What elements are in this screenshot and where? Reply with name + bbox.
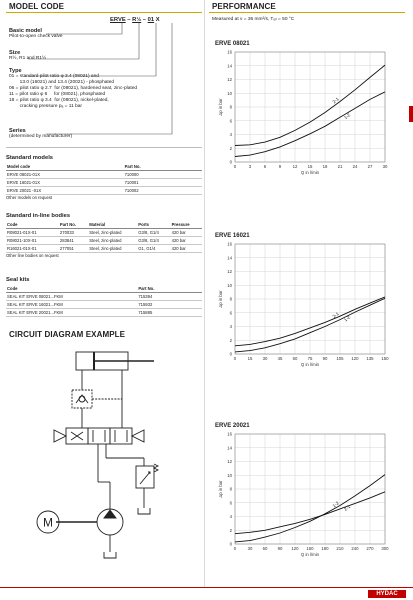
- series-label: 1-2: [342, 314, 352, 323]
- header-cell: Code: [6, 285, 137, 293]
- series-block: [9, 128, 72, 140]
- hydac-logo: HYDAC: [368, 590, 406, 598]
- x-tick-label: 30: [262, 356, 268, 361]
- table-cell: G3/8, G1/4: [137, 229, 170, 237]
- series-label: 2-1: [342, 503, 352, 512]
- x-tick-label: 18: [322, 164, 328, 169]
- performance-heading: PERFORMANCE: [209, 0, 405, 13]
- x-tick-label: 210: [336, 546, 344, 551]
- table-cell: 710000: [124, 171, 202, 179]
- size-title: Size: [9, 50, 21, 56]
- x-tick-label: 3: [248, 164, 252, 169]
- chart-title: ERVE 16021: [215, 233, 250, 239]
- table-cell: 420 bar: [171, 229, 202, 237]
- circuit-section: [6, 328, 202, 341]
- table-cell: 420 bar: [171, 245, 202, 253]
- basic-model-block: [9, 28, 63, 40]
- type-line: 13.0 (16021) and 13.4 (20021) - phosphated: [9, 80, 115, 85]
- series-title: Series: [9, 128, 26, 134]
- size-block: [9, 50, 46, 62]
- x-tick-label: 300: [381, 546, 389, 551]
- type-line: 18 = pilot ratio φ 3.4 for (08021), nickel-plated,: [9, 98, 109, 103]
- code-size: R½: [132, 17, 142, 23]
- table-cell: R08021-01X-01: [6, 229, 59, 237]
- x-tick-label: 105: [336, 356, 344, 361]
- table-cell: ERVE 08021-01X: [6, 171, 124, 179]
- x-tick-label: 60: [292, 356, 298, 361]
- header-cell: Part No.: [59, 221, 88, 229]
- code-x: X: [154, 17, 160, 23]
- chart-erve-08021: [215, 38, 395, 188]
- table-cell: SEAL KIT ERVE 16021...FKM: [6, 301, 137, 309]
- header-cell: Ports: [137, 221, 170, 229]
- solenoid-left: [54, 430, 66, 442]
- y-tick-label: 12: [227, 269, 232, 275]
- y-tick-label: 4: [229, 324, 232, 330]
- x-tick-label: 27: [367, 164, 373, 169]
- y-tick-label: 14: [227, 63, 232, 69]
- table-cell: SEAL KIT ERVE 20021...FKM: [6, 309, 137, 317]
- x-tick-label: 60: [262, 546, 268, 551]
- table-row: [6, 245, 202, 253]
- table-cell: 420 bar: [171, 237, 202, 245]
- circuit-diagram: [26, 346, 176, 566]
- type-line: 01 = standard pilot ratio φ 3.4 (08021) and: [9, 74, 99, 79]
- solenoid-right: [132, 430, 144, 442]
- table-header-row: [6, 221, 202, 229]
- y-tick-label: 2: [229, 337, 232, 343]
- table-cell: 283841: [59, 237, 88, 245]
- footer-rule: [0, 587, 413, 588]
- y-axis-label: Δp in bar: [218, 480, 223, 498]
- table-cell: G3/8, G1/4: [137, 237, 170, 245]
- table-row: [6, 237, 202, 245]
- standard-models-title: Standard models: [6, 155, 54, 161]
- table-cell: Steel, zinc-plated: [88, 237, 137, 245]
- y-tick-label: 2: [229, 527, 232, 533]
- code-sep-1: –: [125, 17, 133, 23]
- x-tick-label: 180: [321, 546, 329, 551]
- table-header-row: [6, 285, 202, 293]
- series-label: 1-2: [342, 112, 352, 121]
- y-tick-label: 12: [227, 77, 232, 83]
- seal-kits-table: [6, 285, 202, 317]
- relief-valve: [136, 466, 154, 488]
- y-axis-label: Δp in bar: [218, 290, 223, 308]
- y-tick-label: 10: [227, 282, 232, 288]
- header-cell: Part No.: [124, 163, 202, 171]
- y-tick-label: 14: [227, 445, 232, 451]
- inline-bodies-note: Other line bodies on request: [6, 253, 59, 258]
- y-tick-label: 16: [227, 49, 232, 55]
- x-tick-label: 135: [366, 356, 374, 361]
- code-type: 01: [147, 17, 155, 23]
- type-line: cracking pressure pₐ = 11 bar: [9, 104, 83, 109]
- table-row: [6, 301, 202, 309]
- y-tick-label: 0: [229, 159, 232, 165]
- standard-models-note: Other models on request: [6, 195, 53, 200]
- code-sep-2: –: [141, 17, 148, 23]
- code-erve: ERVE: [110, 17, 126, 23]
- type-block: [9, 68, 199, 110]
- section-divider: [6, 147, 202, 148]
- edge-tab-marker: [409, 106, 413, 122]
- x-tick-label: 6: [263, 164, 267, 169]
- tank-symbol: [138, 508, 150, 514]
- x-tick-label: 75: [307, 356, 313, 361]
- x-tick-label: 30: [247, 546, 253, 551]
- basic-model-text: Pilot-to-open check valve: [9, 34, 63, 39]
- series-text: (determined by manufacturer): [9, 134, 73, 139]
- x-tick-label: 120: [291, 546, 299, 551]
- x-tick-label: 24: [352, 164, 358, 169]
- y-tick-label: 0: [229, 351, 232, 357]
- table-cell: Steel, zinc-plated: [88, 229, 137, 237]
- size-text: R½, R1 and R1½: [9, 56, 47, 61]
- series-label: 1-2: [331, 500, 340, 509]
- y-tick-label: 6: [229, 310, 232, 316]
- type-line: 11 = pilot ratio φ 6 for (08021), phosphated: [9, 92, 106, 97]
- table-row: [6, 229, 202, 237]
- table-cell: R16021-01X-01: [6, 245, 59, 253]
- motor-label: M: [43, 515, 53, 530]
- y-tick-label: 2: [229, 145, 232, 151]
- standard-models-table: [6, 163, 202, 195]
- table-cell: 710002: [124, 187, 202, 195]
- inline-bodies-section: [6, 213, 202, 258]
- y-tick-label: 14: [227, 255, 232, 261]
- table-cell: R08021-10X-01: [6, 237, 59, 245]
- basic-model-title: Basic model: [9, 28, 42, 34]
- x-tick-label: 12: [292, 164, 298, 169]
- table-row: [6, 293, 202, 301]
- type-line: 06 = pilot ratio φ 2.7 for (08021), hardened seat, zinc-plated: [9, 86, 138, 91]
- y-tick-label: 6: [229, 500, 232, 506]
- check-valve-housing: [72, 390, 92, 408]
- y-axis-label: Δp in bar: [218, 98, 223, 116]
- y-tick-label: 10: [227, 90, 232, 96]
- table-cell: 270033: [59, 229, 88, 237]
- table-row: [6, 171, 202, 179]
- x-tick-label: 0: [233, 356, 237, 361]
- type-title: Type: [9, 68, 22, 74]
- standard-models-section: [6, 155, 202, 200]
- x-axis-label: Q in l/min: [300, 362, 320, 367]
- y-tick-label: 8: [229, 486, 232, 492]
- table-cell: 710001: [124, 179, 202, 187]
- x-tick-label: 90: [277, 546, 283, 551]
- series-label: 2-1: [331, 311, 340, 320]
- table-row: [6, 179, 202, 187]
- seal-kits-title: Seal kits: [6, 277, 30, 283]
- check-valve-ball: [79, 396, 85, 402]
- series-label: 2-1: [331, 96, 340, 105]
- y-tick-label: 8: [229, 296, 232, 302]
- x-tick-label: 240: [351, 546, 359, 551]
- x-tick-label: 90: [322, 356, 328, 361]
- x-tick-label: 120: [351, 356, 359, 361]
- right-column: [209, 0, 405, 557]
- x-tick-label: 15: [307, 164, 313, 169]
- table-cell: ERVE 16021-01X: [6, 179, 124, 187]
- y-tick-label: 4: [229, 132, 232, 138]
- table-header-row: [6, 163, 202, 171]
- x-tick-label: 150: [306, 546, 314, 551]
- column-divider: [204, 0, 205, 587]
- x-tick-label: 45: [277, 356, 283, 361]
- x-tick-label: 0: [233, 546, 237, 551]
- tank-symbol: [104, 552, 116, 558]
- x-tick-label: 0: [233, 164, 237, 169]
- x-axis-label: Q in l/min: [300, 552, 320, 557]
- model-code-heading: MODEL CODE: [6, 0, 202, 13]
- table-row: [6, 309, 202, 317]
- circuit-heading: CIRCUIT DIAGRAM EXAMPLE: [9, 330, 126, 339]
- table-cell: G1, G1/4: [137, 245, 170, 253]
- y-tick-label: 8: [229, 104, 232, 110]
- x-tick-label: 270: [366, 546, 374, 551]
- y-tick-label: 6: [229, 118, 232, 124]
- header-cell: Code: [6, 221, 59, 229]
- y-tick-label: 16: [227, 431, 232, 437]
- x-tick-label: 15: [247, 356, 253, 361]
- inline-bodies-table: [6, 221, 202, 253]
- table-cell: 715932: [137, 301, 202, 309]
- table-cell: Steel, zinc-plated: [88, 245, 137, 253]
- y-tick-label: 0: [229, 541, 232, 547]
- header-cell: Part No.: [137, 285, 202, 293]
- y-tick-label: 16: [227, 241, 232, 247]
- chart-erve-16021: [215, 230, 395, 380]
- y-tick-label: 10: [227, 472, 232, 478]
- y-tick-label: 12: [227, 459, 232, 465]
- seal-kits-section: [6, 277, 202, 317]
- table-row: [6, 187, 202, 195]
- table-cell: 715885: [137, 309, 202, 317]
- inline-bodies-title: Standard in-line bodies: [6, 213, 71, 219]
- x-tick-label: 150: [381, 356, 389, 361]
- chart-title: ERVE 20021: [215, 423, 250, 429]
- header-cell: Model code: [6, 163, 124, 171]
- left-column: [6, 0, 202, 530]
- header-cell: Material: [88, 221, 137, 229]
- chart-title: ERVE 08021: [215, 41, 250, 47]
- chart-erve-20021: [215, 420, 395, 570]
- x-tick-label: 21: [337, 164, 343, 169]
- x-tick-label: 30: [382, 164, 388, 169]
- x-axis-label: Q in l/min: [300, 170, 320, 175]
- table-cell: SEAL KIT ERVE 08021...FKM: [6, 293, 137, 301]
- table-cell: ERVE 20021 -01X: [6, 187, 124, 195]
- header-cell: Pressure: [171, 221, 202, 229]
- y-tick-label: 4: [229, 514, 232, 520]
- table-cell: 715394: [137, 293, 202, 301]
- table-cell: 277051: [59, 245, 88, 253]
- measured-conditions: Measured at ν = 36 mm²/s, Tₒᵢₗ = 50 °C: [212, 17, 295, 22]
- x-tick-label: 9: [278, 164, 282, 169]
